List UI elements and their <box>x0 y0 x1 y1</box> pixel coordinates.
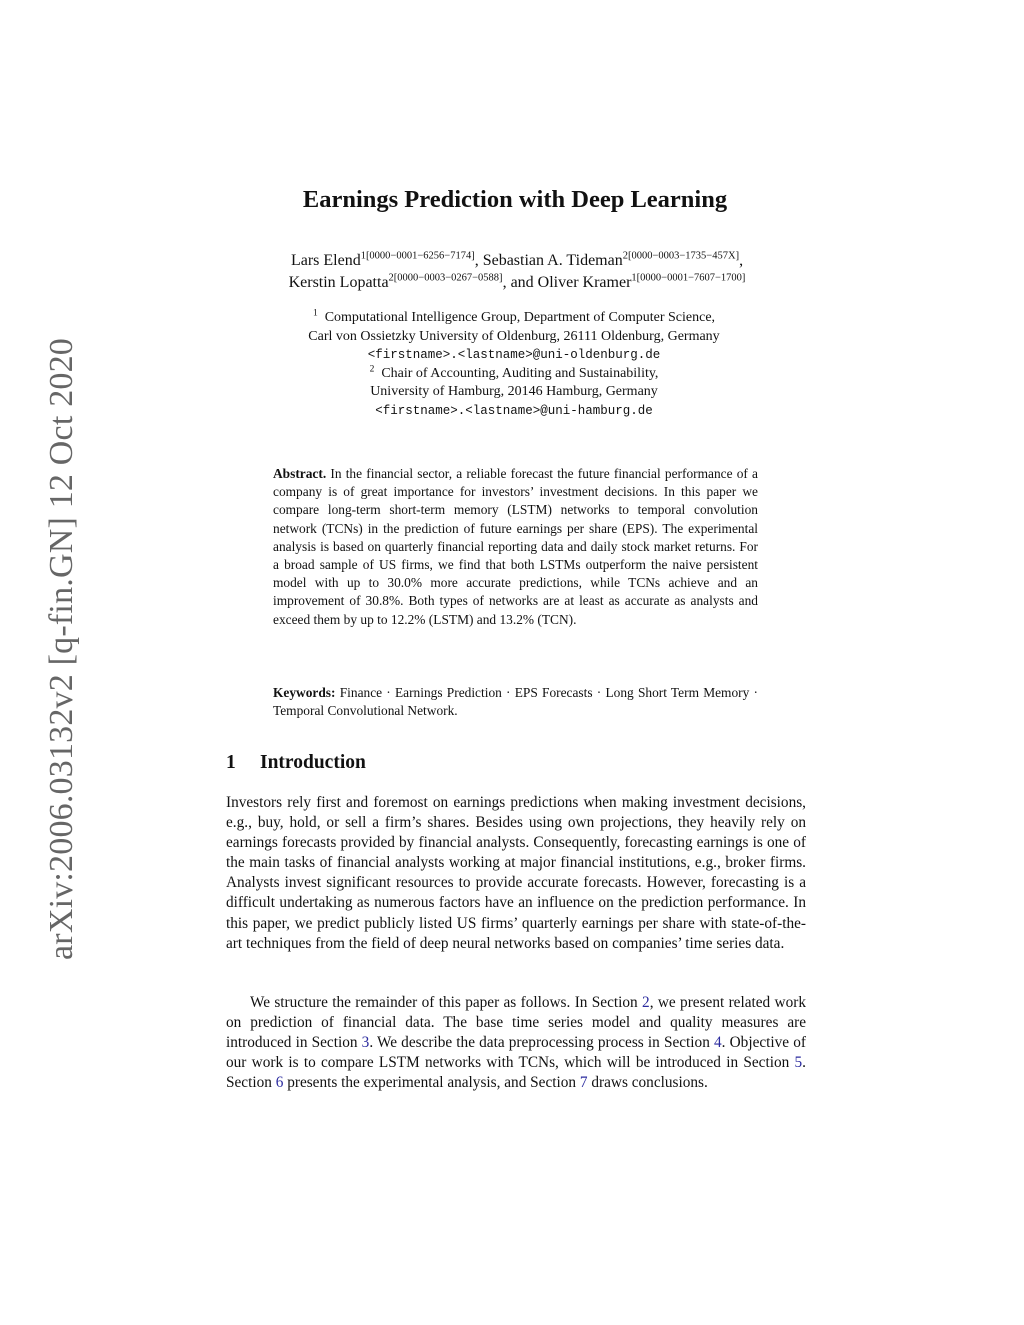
abstract <box>273 465 758 629</box>
affiliation-2-email: <firstname>.<lastname>@uni-hamburg.de <box>375 403 653 418</box>
author-separator: , <box>474 252 483 269</box>
affiliation-1-email: <firstname>.<lastname>@uni-oldenburg.de <box>367 348 661 362</box>
section-ref-link[interactable]: 3 <box>361 1034 370 1052</box>
section-ref-link[interactable]: 4 <box>714 1034 722 1052</box>
arxiv-identifier: arXiv:2006.03132v2 [q-fin.GN] 12 Oct 2020 <box>43 338 80 960</box>
author-affiliation-mark: 2 <box>622 250 628 262</box>
section-ref-link[interactable]: 5 <box>794 1054 803 1072</box>
abstract-label: Abstract. <box>273 466 327 481</box>
section-number: 1 <box>226 752 236 773</box>
keywords-text: Finance · Earnings Prediction · EPS Forecasts · Long Short Term Memory · Temporal Convolutional Network. <box>273 685 758 719</box>
author-separator: , <box>739 252 744 269</box>
intro-paragraph-1: Investors rely first and foremost on earnings predictions when making investment decisions, e.g., buy, hold, or sell a firm’s shares. Besides using own projections, they heavily rely on earnings forecasts provided by financial analysts. Consequently, forecasting earnings is one of the main tasks of financial analysts working at major financial institutions, e.g., broker firms. Analysts invest significant resources to provide accurate forecasts. However, forecasting is a difficult undertaking as numerous factors have an influence on the prediction performance. In this paper, we predict publicly listed US firms’ quarterly earnings per share with state-of-the-art techniques from the field of deep neural networks based on companies’ time series data. <box>226 794 806 952</box>
author-affiliation-mark: 2 <box>388 272 394 284</box>
author-orcid: [0000−0001−6256−7174] <box>365 250 475 262</box>
author-affiliation-mark: 1 <box>360 250 366 262</box>
affiliation-mark: 2 <box>369 363 375 374</box>
affiliation-mark: 1 <box>312 308 318 319</box>
affiliations <box>234 309 794 420</box>
section-heading-introduction <box>226 752 366 774</box>
author-affiliation-mark: 1 <box>631 272 637 284</box>
author-name: Oliver Kramer <box>537 274 632 291</box>
author-separator: , and <box>502 274 538 291</box>
intro-paragraph-2: We structure the remainder of this paper as follows. In Section 2, we present related work on prediction of financial data. The base time series model and quality measures are introduced in Section 3. We describe the data preprocessing process in Section 4. Objective of our work is to compare LSTM networks with TCNs, which will be introduced in Section 5. Section 6 presents the experimental analysis, and Section 7 draws conclusions. <box>226 994 806 1092</box>
section-ref-link[interactable]: 7 <box>579 1074 588 1092</box>
author-name: Kerstin Lopatta <box>288 274 389 291</box>
author-orcid: [0000−0003−1735−457X] <box>627 250 740 262</box>
affiliation-1-line-1: $^1$ Computational Intelligence Group, Department of Computer Science, <box>312 308 716 325</box>
author-orcid: [0000−0001−7607−1700] <box>636 272 746 284</box>
author-name: Lars Elend <box>290 252 361 269</box>
affiliation-2-line-1: $^2$ Chair of Accounting, Auditing and Sustainability, <box>369 363 659 381</box>
keywords <box>273 684 758 720</box>
keywords-label: Keywords: <box>273 685 336 700</box>
section-ref-link[interactable]: 2 <box>642 994 650 1011</box>
paper-title: Earnings Prediction with Deep Learning <box>302 186 728 213</box>
affiliation-1-line-2: Carl von Ossietzky University of Oldenburg, 26111 Oldenburg, Germany <box>308 328 720 344</box>
abstract-text: In the financial sector, a reliable forecast the future financial performance of a company is of great importance for investors’ investment decisions. In this paper we compare long-term short-term memory (LSTM) networks to temporal convolution network (TCNs) in the prediction of future earnings per share (EPS). The experimental analysis is based on quarterly financial reporting data and daily stock market returns. For a broad sample of US firms, we find that both LSTMs outperform the naive persistent model with up to 30.0% more accurate predictions, while TCNs achieve and an improvement of 30.8%. Both types of networks are at least as accurate as analysts and exceed them by up to 12.2% (LSTM) and 13.2% (TCN). <box>273 466 758 627</box>
section-ref-link[interactable]: 6 <box>275 1074 284 1092</box>
author-name: Sebastian A. Tideman <box>482 252 623 269</box>
section-title: Introduction <box>260 752 366 773</box>
author-orcid: [0000−0003−0267−0588] <box>393 272 503 284</box>
author-list <box>224 250 810 294</box>
affiliation-2-line-2: University of Hamburg, 20146 Hamburg, Germany <box>370 384 658 399</box>
